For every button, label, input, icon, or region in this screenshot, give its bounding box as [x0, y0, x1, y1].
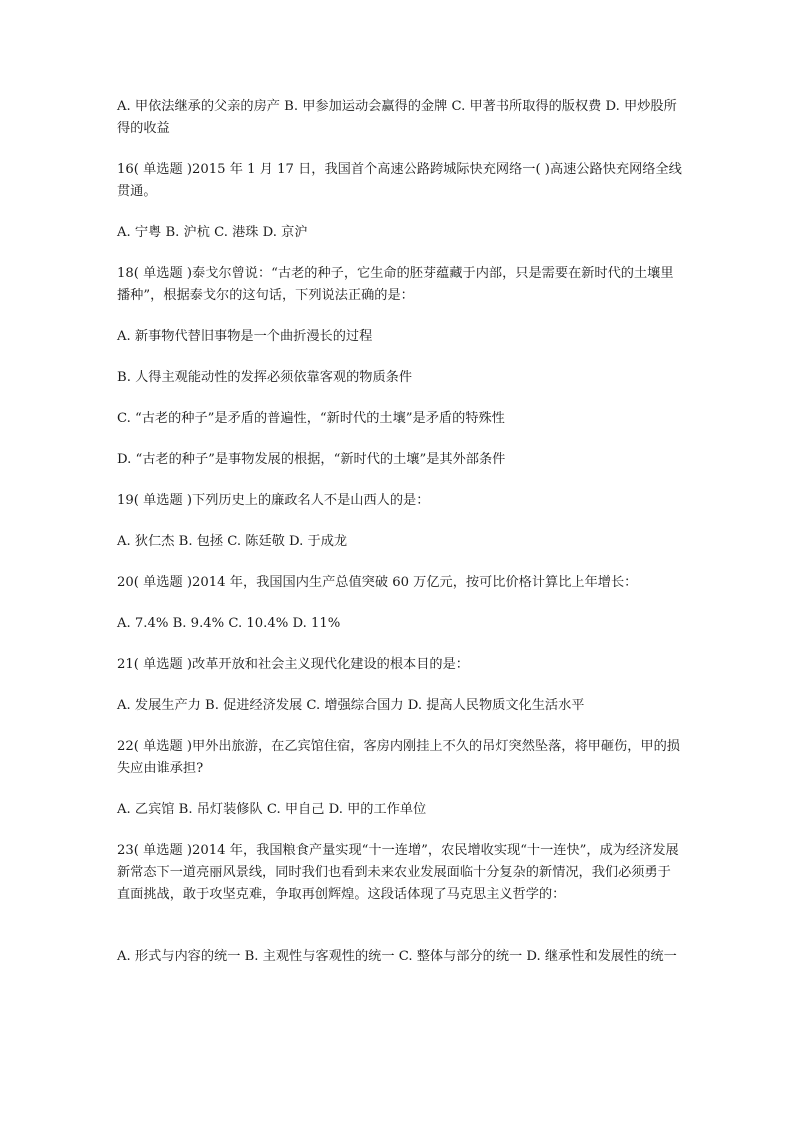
question-16-text: 16( 单选题 )2015 年 1 月 17 日，我国首个高速公路跨城际快充网络一( )高速公路快充网络全线贯通。	[117, 162, 682, 199]
question-18-option-a: A. 新事物代替旧事物是一个曲折漫长的过程	[117, 329, 373, 344]
question-18-text: 18( 单选题 )泰戈尔曾说：“古老的种子，它生命的胚芽蕴藏于内部，只是需要在新时代的土壤里播种”，根据泰戈尔的这句话，下列说法正确的是：	[117, 266, 674, 303]
question-15-options: A. 甲依法继承的父亲的房产 B. 甲参加运动会赢得的金牌 C. 甲著书所取得的版权费 D. 甲炒股所得的收益	[117, 99, 677, 136]
question-20-options: A. 7.4% B. 9.4% C. 10.4% D. 11%	[117, 616, 341, 631]
question-23-options: A. 形式与内容的统一 B. 主观性与客观性的统一 C. 整体与部分的统一 D. 继承性和发展性的统一	[117, 949, 677, 964]
question-19-text: 19( 单选题 )下列历史上的廉政名人不是山西人的是：	[117, 493, 430, 508]
question-23-text: 23( 单选题 )2014 年，我国粮食产量实现“十一连增”，农民增收实现“十一连快”，成为经济发展新常态下一道亮丽风景线，同时我们也看到未来农业发展面临十分复杂的新情况，我们必须勇于直面挑战，敢于攻坚克难，争取再创辉煌。这段话体现了马克思主义哲学的：	[117, 843, 679, 902]
document-page	[117, 96, 682, 968]
question-21-text: 21( 单选题 )改革开放和社会主义现代化建设的根本目的是：	[117, 657, 469, 672]
question-22-text: 22( 单选题 )甲外出旅游，在乙宾馆住宿，客房内刚挂上不久的吊灯突然坠落，将甲砸伤，甲的损失应由谁承担?	[117, 739, 680, 776]
question-18-option-c: C. “古老的种子”是矛盾的普遍性，“新时代的土壤”是矛盾的特殊性	[117, 411, 505, 426]
question-19-options: A. 狄仁杰 B. 包拯 C. 陈廷敬 D. 于成龙	[117, 534, 348, 549]
question-16-options: A. 宁粤 B. 沪杭 C. 港珠 D. 京沪	[117, 225, 308, 240]
question-22-options: A. 乙宾馆 B. 吊灯装修队 C. 甲自己 D. 甲的工作单位	[117, 802, 427, 817]
question-21-options: A. 发展生产力 B. 促进经济发展 C. 增强综合国力 D. 提高人民物质文化生活水平	[117, 698, 585, 713]
question-18-option-b: B. 人得主观能动性的发挥必须依靠客观的物质条件	[117, 370, 413, 385]
question-18-option-d: D. “古老的种子”是事物发展的根据，“新时代的土壤”是其外部条件	[117, 452, 506, 467]
question-20-text: 20( 单选题 )2014 年，我国国内生产总值突破 60 万亿元，按可比价格计算比上年增长：	[117, 575, 638, 590]
